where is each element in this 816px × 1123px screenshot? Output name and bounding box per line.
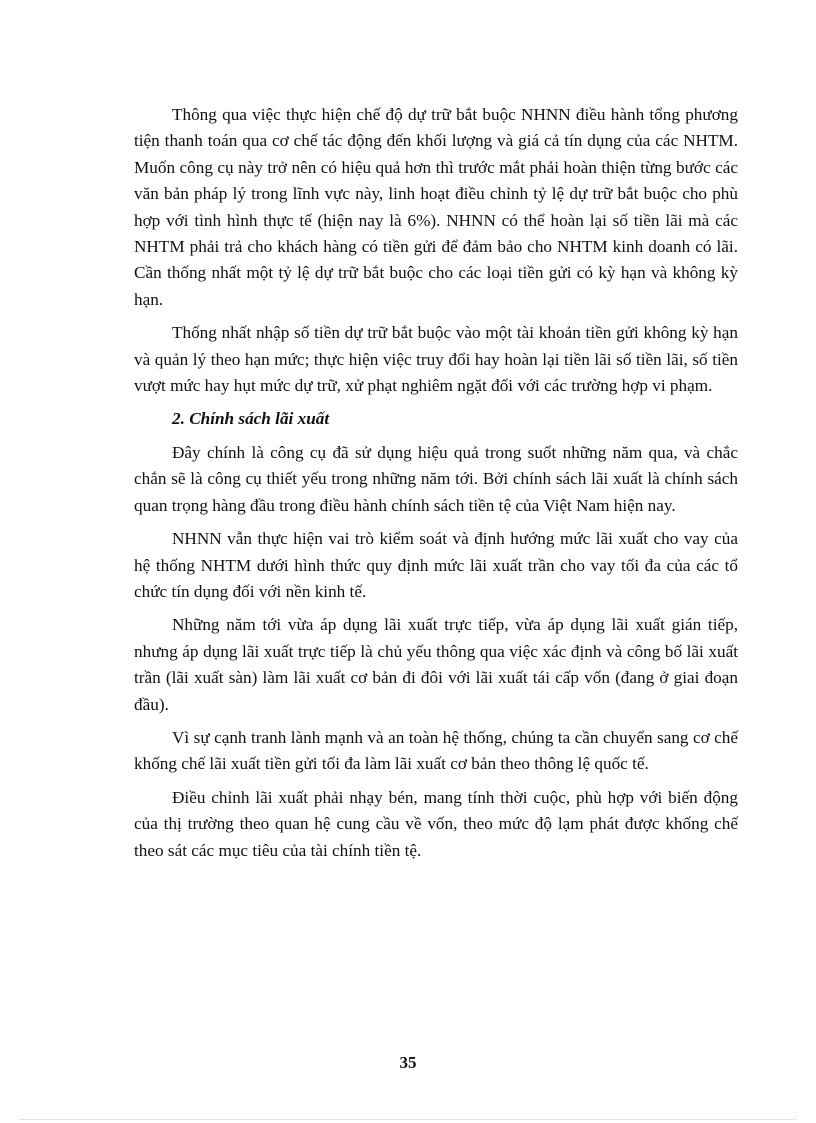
paragraph-reserve-account: Thống nhất nhập số tiền dự trữ bắt buộc vào một tài khoản tiền gửi không kỳ hạn và quản lý theo hạn mức; thực hiện việc truy đổi hay hoàn lại tiền lãi số tiền lãi, số tiền vượt mức hay hụt mức dự trữ, xử phạt nghiêm ngặt đối với các trường hợp vi phạm. (134, 323, 738, 396)
paragraph-reserve-requirement: Thông qua việc thực hiện chế độ dự trữ bắt buộc NHNN điều hành tổng phương tiện thanh toán qua cơ chế tác động đến khối lượng và giá cả tín dụng của các NHTM. Muốn công cụ này trở nên có hiệu quả hơn thì trước mắt phải hoàn thiện từng bước các văn bản pháp lý trong lĩnh vực này, linh hoạt điều chỉnh tỷ lệ dự trữ bắt buộc cho phù hợp với tình hình thực tế (hiện nay là 6%). NHNN có thể hoàn lại số tiền lãi mà các NHTM phải trả cho khách hàng có tiền gửi để đảm bảo cho NHTM kinh doanh có lãi. Cần thống nhất một tỷ lệ dự trữ bắt buộc cho các loại tiền gửi có kỳ hạn và không kỳ hạn. (134, 105, 738, 309)
paragraph-sbv-control: NHNN vẫn thực hiện vai trò kiểm soát và định hướng mức lãi xuất cho vay của hệ thống NHTM dưới hình thức quy định mức lãi xuất trần cho vay tối đa của các tổ chức tín dụng đối với nền kinh tế. (134, 529, 738, 601)
paragraph-direct-indirect-rates: Những năm tới vừa áp dụng lãi xuất trực tiếp, vừa áp dụng lãi xuất gián tiếp, nhưng áp dụng lãi xuất trực tiếp là chủ yếu thông qua việc xác định và công bố lãi xuất trần (lãi xuất sàn) làm lãi xuất cơ bản đi đôi với lãi xuất tái cấp vốn (đang ở giai đoạn đầu). (134, 615, 738, 714)
page-bottom-divider (20, 1119, 796, 1120)
paragraph-competition: Vì sự cạnh tranh lành mạnh và an toàn hệ thống, chúng ta cần chuyển sang cơ chế khống chế lãi xuất tiền gửi tối đa làm lãi xuất cơ bản theo thông lệ quốc tế. (134, 727, 738, 774)
paragraph-rate-adjustment: Điều chỉnh lãi xuất phải nhạy bén, mang tính thời cuộc, phù hợp với biến động của thị trường theo quan hệ cung cầu về vốn, theo mức độ lạm phát được khống chế theo sát các mục tiêu của tài chính tiền tệ. (134, 787, 738, 860)
section-heading-interest-rate-policy: 2. Chính sách lãi xuất (172, 409, 330, 429)
paragraph-interest-tool: Đây chính là công cụ đã sử dụng hiệu quả trong suốt những năm qua, và chắc chắn sẽ là công cụ thiết yếu trong những năm tới. Bởi chính sách lãi xuất là chính sách quan trọng hàng đầu trong điều hành chính sách tiền tệ của Việt Nam hiện nay. (134, 442, 738, 515)
page-body (134, 102, 738, 871)
page-number: 35 (399, 1053, 417, 1072)
